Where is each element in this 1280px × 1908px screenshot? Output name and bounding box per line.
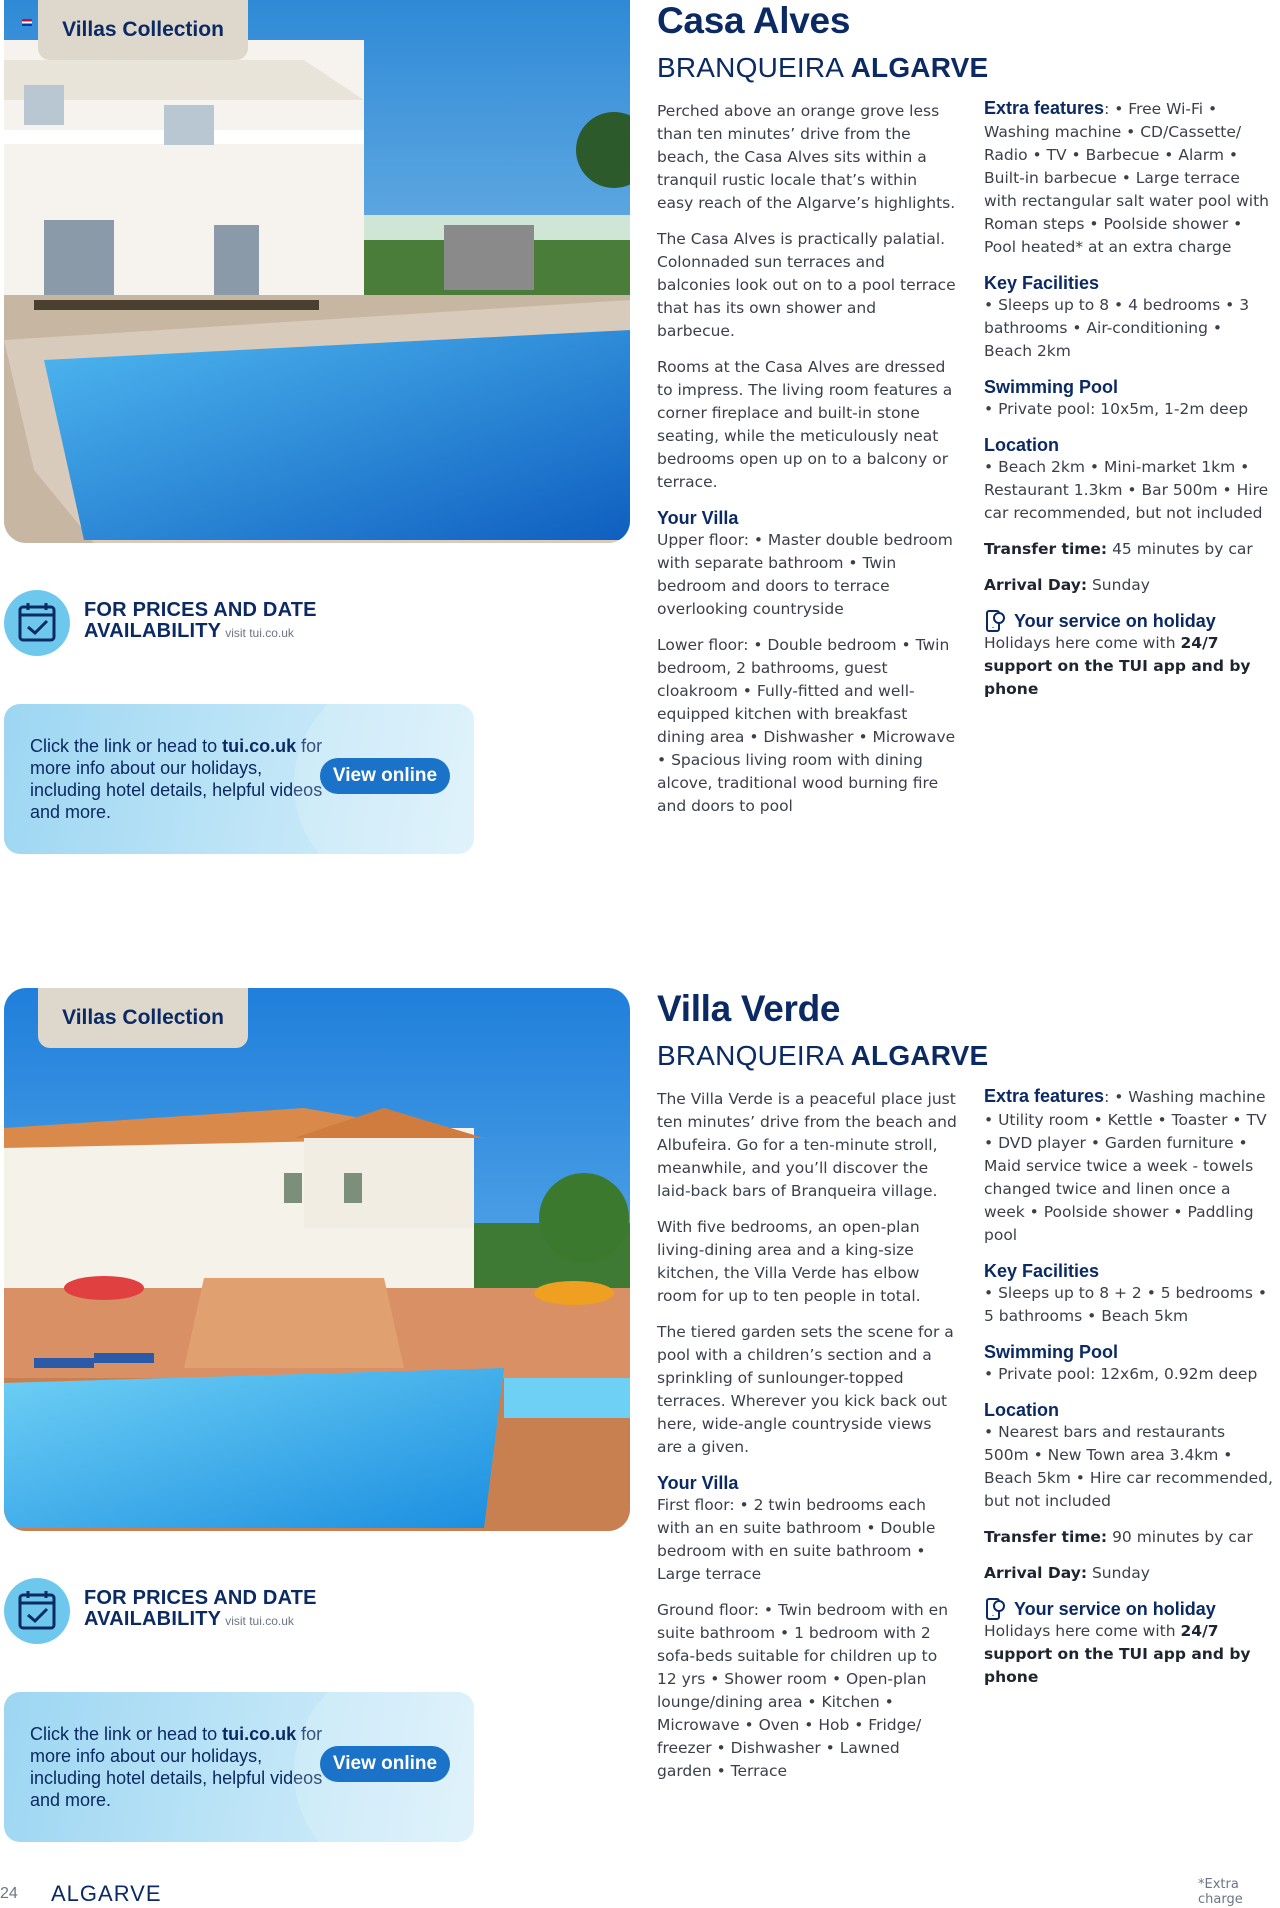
key-facilities-text: • Sleeps up to 8 • 4 bedrooms • 3 bathrooms • Air-conditioning • Beach 2km: [984, 296, 1250, 360]
collection-tag: Villas Collection: [38, 0, 248, 60]
key-facilities-text: • Sleeps up to 8 + 2 • 5 bedrooms • 5 bathrooms • Beach 5km: [984, 1284, 1268, 1325]
online-text-line-2: for more info about our holidays, including hotel details, helpful videos and more.: [30, 736, 323, 822]
calendar-check-icon: [4, 1578, 70, 1644]
location-heading: Location: [984, 435, 1059, 455]
extra-features: [984, 1085, 1274, 1247]
phone-support-icon: [984, 1598, 1006, 1620]
service-text-plain: Holidays here come with: [984, 1622, 1176, 1640]
online-info-text: [30, 735, 330, 823]
location-region: ALGARVE: [850, 1040, 989, 1071]
service-heading: [984, 610, 1274, 632]
location-text: • Beach 2km • Mini-market 1km • Restaurant 1.3km • Bar 500m • Hire car recommended, but not included: [984, 458, 1269, 522]
arrival-value: Sunday: [1091, 576, 1150, 594]
key-facilities-heading: Key Facilities: [984, 1261, 1100, 1281]
transfer-time: [984, 1526, 1274, 1549]
collection-tag: Villas Collection: [38, 988, 248, 1048]
key-facilities-heading: Key Facilities: [984, 273, 1100, 293]
footer-note: *Extra charge: [1198, 1877, 1243, 1907]
transfer-value: 45 minutes by car: [1112, 540, 1253, 558]
page-number: 24: [0, 1885, 18, 1902]
intro-paragraph: With five bedrooms, an open-plan living-dining area and a king-size kitchen, the Villa Verde has elbow room for up to ten people in total.: [657, 1218, 921, 1305]
your-villa-heading: Your Villa: [657, 1473, 739, 1493]
location-town: BRANQUEIRA: [657, 52, 843, 83]
villa-location: [657, 1040, 988, 1072]
arrival-value: Sunday: [1091, 1564, 1150, 1582]
your-villa-heading: Your Villa: [657, 508, 739, 528]
prices-visit-link[interactable]: visit tui.co.uk: [225, 626, 294, 640]
villa-photo: [4, 0, 630, 543]
service-heading: [984, 1598, 1274, 1620]
prices-title-line-2: AVAILABILITY: [84, 1608, 222, 1630]
prices-title: [84, 1588, 317, 1632]
intro-paragraph: The Casa Alves is practically palatial. Colonnaded sun terraces and balconies look out on to a pool terrace that has its own shower and barbecue.: [657, 230, 956, 340]
service-text: [984, 1620, 1274, 1689]
online-text-line-1: Click the link or head to: [30, 736, 218, 756]
service-text: [984, 632, 1274, 701]
villa-location: [657, 52, 988, 84]
your-villa-ground-floor: Ground floor: • Twin bedroom with en suite bathroom • 1 bedroom with 2 sofa-beds suitable for children up to 12 yrs • Shower room • Open-plan lounge/dining area • Kitchen • Microwave • Oven • Hob • Fridge/ freezer • Dishwasher • Lawned garden • Terrace: [657, 1601, 949, 1780]
transfer-label: Transfer time:: [984, 540, 1108, 558]
tui-link[interactable]: tui.co.uk: [222, 736, 297, 756]
tui-link[interactable]: tui.co.uk: [222, 1724, 297, 1744]
details-column: [984, 1088, 1274, 1702]
swimming-pool-text: • Private pool: 12x6m, 0.92m deep: [984, 1365, 1258, 1383]
details-column: [984, 100, 1274, 714]
description-column: [657, 100, 957, 831]
villa-title: Casa Alves: [657, 0, 851, 41]
online-info-text: [30, 1723, 330, 1811]
service-title: Your service on holiday: [1014, 611, 1216, 631]
view-online-button[interactable]: View online: [320, 758, 450, 794]
villa-photo-illustration: [4, 988, 630, 1531]
swimming-pool-text: • Private pool: 10x5m, 1-2m deep: [984, 400, 1249, 418]
extra-features-text: : • Washing machine • Utility room • Kettle • Toaster • TV • DVD player • Garden furniture • Maid service twice a week - towels changed twice and linen once a week • Poolside shower • Paddling pool: [984, 1088, 1267, 1244]
online-text-line-2: for more info about our holidays, including hotel details, helpful videos and more.: [30, 1724, 323, 1810]
service-text-bold: 24/7 support on the TUI app and by phone: [984, 634, 1251, 698]
prices-title: [84, 600, 317, 644]
arrival-label: Arrival Day:: [984, 576, 1088, 594]
transfer-label: Transfer time:: [984, 1528, 1108, 1546]
footer-region: ALGARVE: [51, 1881, 162, 1906]
prices-title-line-1: FOR PRICES AND DATE: [84, 1587, 317, 1609]
location-text: • Nearest bars and restaurants 500m • New Town area 3.4km • Beach 5km • Hire car recommended, but not included: [984, 1423, 1273, 1510]
flag-icon: [22, 19, 32, 26]
arrival-label: Arrival Day:: [984, 1564, 1088, 1582]
your-villa-first-floor: First floor: • 2 twin bedrooms each with an en suite bathroom • Double bedroom with en suite bathroom • Large terrace: [657, 1496, 936, 1583]
calendar-check-icon: [4, 590, 70, 656]
view-online-button[interactable]: View online: [320, 1746, 450, 1782]
extra-features: [984, 97, 1274, 259]
location-town: BRANQUEIRA: [657, 1040, 843, 1071]
intro-paragraph: The Villa Verde is a peaceful place just ten minutes’ drive from the beach and Albufeira. Go for a ten-minute stroll, meanwhile, and you’ll discover the laid-back bars of Branqueira village.: [657, 1090, 957, 1200]
extra-features-heading: Extra features: [984, 98, 1105, 118]
intro-paragraph: Rooms at the Casa Alves are dressed to impress. The living room features a corner fireplace and built-in stone seating, while the meticulously neat bedrooms open up on to a balcony or terrace.: [657, 358, 953, 491]
prices-title-line-2: AVAILABILITY: [84, 620, 222, 642]
prices-title-line-1: FOR PRICES AND DATE: [84, 599, 317, 621]
description-column: [657, 1088, 957, 1796]
online-text-line-1: Click the link or head to: [30, 1724, 218, 1744]
online-info-box: [4, 1692, 474, 1842]
villa-title: Villa Verde: [657, 988, 841, 1029]
intro-paragraph: The tiered garden sets the scene for a pool with a children’s section and a sprinkling of sunlounger-topped terraces. Wherever you kick back out here, wide-angle countryside views are a given.: [657, 1323, 954, 1456]
your-villa-lower: Lower floor: • Double bedroom • Twin bedroom, 2 bathrooms, guest cloakroom • Fully-fitted and well-equipped kitchen with breakfast dining area • Dishwasher • Microwave • Spacious living room with dining alcove, traditional wood burning fire and doors to pool: [657, 636, 956, 815]
online-info-box: [4, 704, 474, 854]
intro-paragraph: Perched above an orange grove less than ten minutes’ drive from the beach, the Casa Alves sits within a tranquil rustic locale that’s within easy reach of the Algarve’s highlights.: [657, 102, 956, 212]
swimming-pool-heading: Swimming Pool: [984, 377, 1119, 397]
villa-photo: [4, 988, 630, 1531]
service-text-bold: 24/7 support on the TUI app and by phone: [984, 1622, 1251, 1686]
service-title: Your service on holiday: [1014, 1599, 1216, 1619]
transfer-time: [984, 538, 1274, 561]
arrival-day: [984, 1562, 1274, 1585]
transfer-value: 90 minutes by car: [1112, 1528, 1253, 1546]
phone-support-icon: [984, 610, 1006, 632]
location-region: ALGARVE: [850, 52, 989, 83]
extra-features-text: : • Free Wi-Fi • Washing machine • CD/Cassette/ Radio • TV • Barbecue • Alarm • Built-in barbecue • Large terrace with rectangular salt water pool with Roman steps • Poolside shower • Pool heated* at an extra charge: [984, 100, 1269, 256]
service-text-plain: Holidays here come with: [984, 634, 1176, 652]
villa-photo-illustration: [4, 0, 630, 543]
extra-features-heading: Extra features: [984, 1086, 1105, 1106]
swimming-pool-heading: Swimming Pool: [984, 1342, 1119, 1362]
prices-visit-link[interactable]: visit tui.co.uk: [225, 1614, 294, 1628]
prices-availability: [4, 590, 484, 656]
location-heading: Location: [984, 1400, 1059, 1420]
prices-availability: [4, 1578, 484, 1644]
your-villa-upper: Upper floor: • Master double bedroom with separate bathroom • Twin bedroom and doors to terrace overlooking countryside: [657, 531, 953, 618]
arrival-day: [984, 574, 1274, 597]
